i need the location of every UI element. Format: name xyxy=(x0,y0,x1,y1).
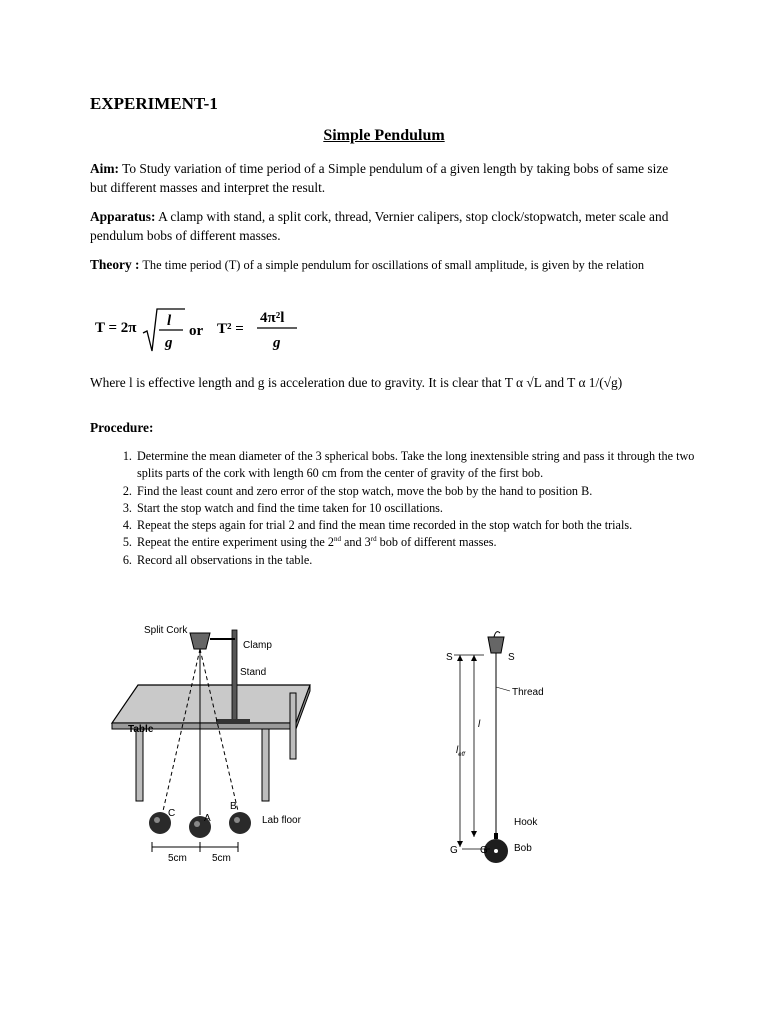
effective-length-figure xyxy=(446,632,544,863)
aim-label: Aim: xyxy=(90,161,120,176)
apparatus-label: Apparatus: xyxy=(90,209,156,224)
label-g-right: G xyxy=(480,845,488,856)
formula-numerator-1: l xyxy=(167,313,172,329)
experiment-title: EXPERIMENT-1 xyxy=(90,94,218,113)
label-s-left: S xyxy=(446,652,453,663)
bob-b xyxy=(229,812,251,834)
label-clamp: Clamp xyxy=(243,640,272,651)
label-split-cork: Split Cork xyxy=(144,625,188,636)
page-title xyxy=(0,127,768,145)
pendulum-apparatus-diagram xyxy=(90,615,570,875)
theory-label: Theory : xyxy=(90,257,140,272)
procedure-steps xyxy=(112,448,695,569)
label-thread: Thread xyxy=(512,687,544,698)
procedure-step-5: 5. Repeat the entire experiment using the 2nd and 3rd bob of different masses. xyxy=(135,534,695,551)
apparatus-paragraph xyxy=(90,207,672,245)
label-stand: Stand xyxy=(240,667,267,678)
where-paragraph: Where l is effective length and g is acceleration due to gravity. It is clear that T α √L and T α 1/(√g) xyxy=(90,375,623,390)
procedure-label: Procedure: xyxy=(90,420,154,435)
procedure-step: 2. Find the least count and zero error of the stop watch, move the bob by the hand to position B. xyxy=(135,483,695,500)
label-bob: Bob xyxy=(514,843,532,854)
label-l: l xyxy=(478,719,481,730)
formula-denominator-2: g xyxy=(273,335,281,351)
split-cork-shape xyxy=(190,633,210,649)
stand-rod xyxy=(232,630,237,722)
formula-denominator-1: g xyxy=(165,335,173,351)
procedure-step: 6. Record all observations in the table. xyxy=(135,552,695,569)
label-a: A xyxy=(204,813,211,824)
table-top-shape xyxy=(112,685,310,723)
label-g-left: G xyxy=(450,845,458,856)
theory-paragraph xyxy=(90,256,672,274)
label-table: Table xyxy=(128,724,154,735)
label-leff: $l_{eff}$ xyxy=(456,745,465,758)
page-title-text: Simple Pendulum xyxy=(323,127,445,144)
apparatus-text: A clamp with stand, a split cork, thread, Vernier calipers, stop clock/stopwatch, meter scale and pendulum bobs of different masses. xyxy=(90,209,669,243)
procedure-step: 3. Start the stop watch and find the time taken for 10 oscillations. xyxy=(135,500,695,517)
label-s-right: S xyxy=(508,652,515,663)
label-lab-floor: Lab floor xyxy=(262,815,301,826)
label-distance-2: 5cm xyxy=(212,853,231,864)
formula-or: or xyxy=(189,323,204,339)
aim-paragraph xyxy=(90,159,672,197)
aim-text: To Study variation of time period of a Simple pendulum of a given length by taking bobs of same size but different masses and interpret the result. xyxy=(90,161,669,195)
procedure-step: 1. Determine the mean diameter of the 3 spherical bobs. Take the long inextensible string and pass it through the two splits parts of the cork with length 60 cm from the center of gravity of the first bob. xyxy=(135,448,695,483)
label-b: B xyxy=(230,801,237,812)
formula-lhs-2: T² = xyxy=(217,321,244,337)
pendulum-formula xyxy=(95,305,335,361)
procedure-step: 4. Repeat the steps again for trial 2 and find the mean time recorded in the stop watch for both the trials. xyxy=(135,517,695,534)
formula-numerator-2: 4π²l xyxy=(260,310,285,326)
stand-base xyxy=(216,719,250,724)
table-setup-figure xyxy=(112,625,310,864)
label-c: C xyxy=(168,808,176,819)
theory-text: The time period (T) of a simple pendulum for oscillations of small amplitude, is given by the relation xyxy=(139,258,645,272)
formula-lhs-1: T = 2π xyxy=(95,320,137,336)
label-distance-1: 5cm xyxy=(168,853,187,864)
label-hook: Hook xyxy=(514,817,538,828)
